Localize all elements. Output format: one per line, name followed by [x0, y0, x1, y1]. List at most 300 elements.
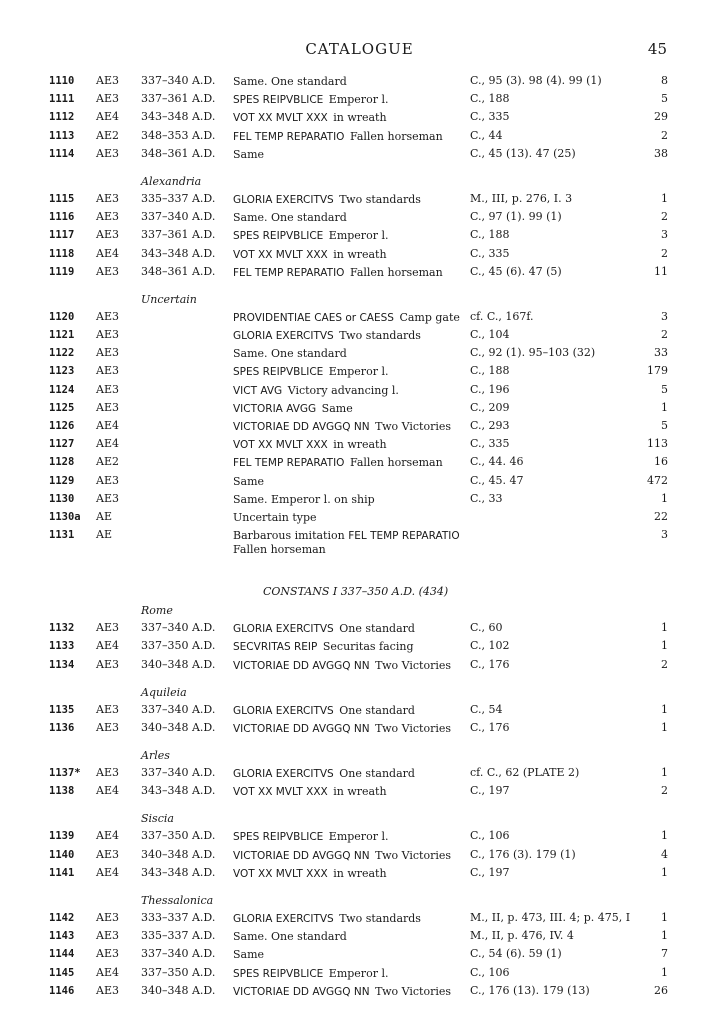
- specimen-count: 1: [661, 965, 668, 979]
- reverse-legend: VOT XX MVLT XXX: [233, 786, 328, 799]
- catalogue-entry: [0, 619, 719, 637]
- entry-number: 1116: [49, 211, 75, 224]
- specimen-count: 1: [661, 766, 668, 780]
- specimen-count: 29: [654, 110, 668, 124]
- reverse-type: [233, 75, 347, 88]
- reverse-description: Emperor l.: [323, 365, 389, 379]
- specimen-count: 2: [661, 784, 668, 798]
- catalogue-entry: [0, 226, 719, 244]
- date-range: 343–348 A.D.: [141, 784, 216, 798]
- denomination: AE: [96, 509, 112, 523]
- denomination: AE3: [96, 146, 119, 160]
- entry-number: 1127: [49, 438, 75, 451]
- catalogue-entry: [0, 145, 719, 163]
- entry-number: 1142: [49, 912, 75, 924]
- reference: C., 196: [470, 382, 510, 396]
- reverse-type: [233, 930, 347, 943]
- reverse-description: Victory advancing l.: [282, 383, 399, 397]
- denomination: AE2: [96, 455, 119, 469]
- reference: C., 97 (1). 99 (1): [470, 210, 562, 224]
- group-spacer: [0, 737, 719, 747]
- denomination: AE3: [96, 210, 119, 224]
- reverse-type: [233, 475, 264, 488]
- reverse-legend: GLORIA EXERCITVS: [233, 704, 334, 717]
- reverse-description: Two Victories: [369, 420, 452, 433]
- catalogue-entry: [0, 782, 719, 800]
- reverse-legend: VICT AVG: [233, 384, 283, 397]
- entry-number: 1124: [49, 383, 75, 396]
- denomination: AE3: [96, 328, 119, 342]
- reverse-prefix: Barbarous imitation: [233, 529, 349, 543]
- denomination: AE2: [96, 128, 119, 142]
- specimen-count: 113: [647, 437, 668, 451]
- entry-number: 1136: [49, 721, 75, 734]
- mint-name: Arles: [141, 749, 170, 763]
- reverse-description: in wreath: [327, 111, 387, 125]
- specimen-count: 2: [661, 328, 668, 342]
- denomination: AE4: [96, 784, 119, 798]
- denomination: AE3: [96, 92, 119, 106]
- denomination: AE4: [96, 437, 119, 451]
- entry-number: 1144: [49, 948, 75, 961]
- catalogue-entry: [0, 508, 719, 526]
- reference: M., II, p. 476, IV. 4: [470, 929, 574, 943]
- entry-number: 1130a: [49, 510, 81, 523]
- reference: C., 176 (13). 179 (13): [470, 983, 590, 997]
- catalogue-entry: [0, 490, 719, 508]
- reference: C., 293: [470, 419, 510, 432]
- date-range: 340–348 A.D.: [141, 983, 216, 997]
- reference: C., 176 (3). 179 (1): [470, 847, 576, 861]
- reverse-description: in wreath: [327, 785, 387, 799]
- specimen-count: 1: [661, 720, 668, 734]
- reverse-type: [233, 529, 460, 556]
- reference: C., 188: [470, 92, 510, 106]
- reverse-type: [233, 722, 451, 736]
- mint-name: Thessalonica: [141, 894, 214, 907]
- denomination: AE4: [96, 965, 119, 979]
- reverse-type: [233, 347, 347, 360]
- catalogue-entry: [0, 526, 719, 557]
- date-range: 337–361 A.D.: [141, 92, 216, 106]
- reverse-legend: SPES REIPVBLICE: [233, 366, 324, 379]
- reference: C., 188: [470, 228, 510, 242]
- catalogue-entry: [0, 719, 719, 737]
- catalogue-entry: [0, 846, 719, 864]
- mint-heading: [0, 173, 719, 190]
- reverse-description: Emperor l.: [323, 966, 389, 980]
- entry-number: 1135: [49, 703, 75, 716]
- reverse-description: One standard: [333, 622, 415, 636]
- specimen-count: 472: [647, 473, 668, 487]
- reverse-type: [233, 365, 388, 379]
- entry-number: 1128: [49, 456, 75, 469]
- reverse-description: Two Victories: [369, 848, 452, 862]
- catalogue-entry: [0, 435, 719, 453]
- specimen-count: 1: [661, 865, 668, 879]
- denomination: AE3: [96, 929, 119, 943]
- reverse-legend: SPES REIPVBLICE: [233, 230, 324, 243]
- reverse-type: [233, 867, 387, 881]
- catalogue-entry: [0, 72, 719, 90]
- reference: C., 33: [470, 491, 503, 505]
- catalogue-entry: [0, 927, 719, 945]
- reference: C., 95 (3). 98 (4). 99 (1): [470, 74, 602, 87]
- entry-number: 1117: [49, 229, 75, 242]
- reverse-legend: FEL TEMP REPARATIO: [233, 457, 345, 470]
- group-spacer: [0, 281, 719, 291]
- reverse-type: [233, 248, 387, 262]
- catalogue-entry: [0, 344, 719, 362]
- emperor-heading: [0, 582, 719, 602]
- catalogue-entry: [0, 764, 719, 782]
- reverse-legend: VOT XX MVLT XXX: [233, 439, 328, 452]
- reverse-type: [233, 985, 451, 999]
- mint-name: Siscia: [141, 812, 174, 826]
- reference: C., 176: [470, 720, 510, 734]
- entry-number: 1130: [49, 492, 75, 505]
- reverse-type: [233, 402, 353, 416]
- specimen-count: 2: [661, 657, 668, 671]
- reference: C., 197: [470, 865, 510, 879]
- catalogue-entry: [0, 453, 719, 471]
- date-range: 335–337 A.D.: [141, 191, 216, 205]
- entry-number: 1111: [49, 93, 75, 106]
- specimen-count: 3: [661, 309, 668, 323]
- denomination: AE3: [96, 621, 119, 635]
- catalogue-entry: [0, 945, 719, 963]
- denomination: AE3: [96, 947, 119, 961]
- reverse-type: [233, 912, 421, 926]
- denomination: AE3: [96, 473, 119, 487]
- entry-number: 1139: [49, 830, 75, 843]
- mint-name: Uncertain: [141, 292, 197, 306]
- entry-number: 1140: [49, 848, 75, 861]
- reference: C., 209: [470, 400, 510, 414]
- specimen-count: 1: [661, 639, 668, 653]
- denomination: AE3: [96, 191, 119, 205]
- entry-number: 1146: [49, 984, 75, 997]
- denomination: AE4: [96, 419, 119, 432]
- entry-number: 1110: [49, 75, 75, 87]
- reverse-description: Securitas facing: [317, 640, 414, 654]
- reverse-legend: VICTORIAE DD AVGGQ NN: [233, 849, 370, 862]
- specimen-count: 8: [661, 74, 668, 87]
- reverse-legend: VICTORIAE DD AVGGQ NN: [233, 421, 370, 433]
- denomination: AE4: [96, 865, 119, 879]
- reverse-legend: GLORIA EXERCITVS: [233, 330, 334, 343]
- reverse-description: Emperor l.: [323, 830, 389, 844]
- mint-heading: [0, 747, 719, 764]
- reference: C., 44: [470, 128, 503, 142]
- date-range: 343–348 A.D.: [141, 246, 216, 260]
- reverse-description: Two standards: [333, 192, 421, 206]
- reverse-description: Two standards: [333, 912, 421, 925]
- date-range: 337–350 A.D.: [141, 639, 216, 653]
- reference: C., 106: [470, 829, 510, 843]
- denomination: AE4: [96, 639, 119, 653]
- date-range: 337–340 A.D.: [141, 947, 216, 961]
- reverse-type: [233, 148, 264, 161]
- reverse-legend: VICTORIAE DD AVGGQ NN: [233, 659, 370, 672]
- section-spacer: [0, 554, 719, 582]
- denomination: AE3: [96, 847, 119, 861]
- mint-heading: [0, 291, 719, 308]
- reverse-type: [233, 311, 460, 325]
- reverse-type: [233, 622, 415, 636]
- reverse-description: Same. One standard: [233, 930, 347, 944]
- reference: C., 45 (6). 47 (5): [470, 264, 562, 278]
- reference: C., 44. 46: [470, 455, 524, 469]
- reverse-type: [233, 193, 421, 207]
- denomination: AE3: [96, 228, 119, 242]
- catalogue-entry: [0, 381, 719, 399]
- denomination: AE3: [96, 911, 119, 924]
- group-spacer: [0, 163, 719, 173]
- entry-number: 1138: [49, 785, 75, 798]
- entry-number: 1113: [49, 129, 75, 142]
- specimen-count: 16: [654, 455, 668, 469]
- denomination: AE3: [96, 309, 119, 323]
- denomination: AE3: [96, 382, 119, 396]
- specimen-count: 5: [661, 382, 668, 396]
- specimen-count: 2: [661, 246, 668, 260]
- entry-number: 1114: [49, 147, 75, 160]
- reverse-description: Same: [233, 948, 265, 962]
- denomination: AE3: [96, 74, 119, 87]
- specimen-count: 2: [661, 210, 668, 224]
- entry-number: 1131: [49, 529, 75, 542]
- reverse-description: Same: [233, 474, 265, 488]
- specimen-count: 1: [661, 191, 668, 205]
- catalogue-entry: [0, 982, 719, 1000]
- entry-number: 1143: [49, 930, 75, 943]
- reverse-type: [233, 211, 347, 224]
- reverse-legend: VICTORIA AVGG: [233, 402, 317, 415]
- reverse-description: Camp gate: [393, 310, 460, 324]
- reverse-description: Fallen horseman: [233, 543, 326, 557]
- reverse-description: Fallen horseman: [344, 129, 443, 143]
- reference: C., 197: [470, 784, 510, 798]
- group-spacer: [0, 674, 719, 684]
- reference: C., 335: [470, 110, 510, 124]
- denomination: AE3: [96, 720, 119, 734]
- page-title: CATALOGUE: [305, 40, 414, 58]
- catalogue-entry: [0, 701, 719, 719]
- reference: C., 60: [470, 621, 503, 635]
- reverse-legend: GLORIA EXERCITVS: [233, 913, 334, 925]
- reverse-legend: VICTORIAE DD AVGGQ NN: [233, 985, 370, 998]
- reverse-description: Emperor l.: [323, 229, 389, 243]
- reverse-type: [233, 130, 443, 144]
- date-range: 337–361 A.D.: [141, 228, 216, 242]
- reverse-type: [233, 456, 443, 470]
- denomination: AE3: [96, 983, 119, 997]
- reverse-legend: VOT XX MVLT XXX: [233, 248, 328, 261]
- catalogue-entry: [0, 326, 719, 344]
- specimen-count: 2: [661, 128, 668, 142]
- specimen-count: 38: [654, 146, 668, 160]
- catalogue-entry: [0, 656, 719, 674]
- mint-heading: [0, 892, 719, 909]
- date-range: 337–340 A.D.: [141, 74, 216, 87]
- reference: C., 54: [470, 702, 503, 716]
- reverse-type: [233, 640, 413, 654]
- reverse-type: [233, 767, 415, 781]
- reverse-description: in wreath: [327, 438, 387, 452]
- reverse-description: Same: [233, 147, 265, 161]
- date-range: 333–337 A.D.: [141, 911, 216, 924]
- reverse-type: [233, 967, 388, 981]
- date-range: 348–353 A.D.: [141, 128, 216, 142]
- mint-name: Rome: [141, 604, 173, 618]
- denomination: AE4: [96, 246, 119, 260]
- date-range: 337–340 A.D.: [141, 766, 216, 780]
- reverse-legend: GLORIA EXERCITVS: [233, 768, 334, 781]
- catalogue-entry: [0, 964, 719, 982]
- specimen-count: 1: [661, 491, 668, 505]
- catalogue-entry: [0, 208, 719, 226]
- group-spacer: [0, 800, 719, 810]
- reverse-type: [233, 93, 388, 107]
- reference: M., II, p. 473, III. 4; p. 475, I: [470, 911, 631, 924]
- reverse-description: Fallen horseman: [344, 456, 443, 470]
- reverse-legend: FEL TEMP REPARATIO: [233, 266, 345, 279]
- specimen-count: 179: [647, 364, 668, 378]
- catalogue-entry: [0, 245, 719, 263]
- reverse-description: Same. Emperor l. on ship: [233, 492, 375, 506]
- specimen-count: 7: [661, 947, 668, 961]
- mint-name: Aquileia: [141, 685, 187, 699]
- running-head: [0, 40, 719, 62]
- catalogue-entry: [0, 190, 719, 208]
- page-number: 45: [647, 40, 667, 58]
- date-range: 335–337 A.D.: [141, 929, 216, 943]
- denomination: AE3: [96, 264, 119, 278]
- entry-number: 1126: [49, 420, 75, 432]
- denomination: AE3: [96, 491, 119, 505]
- catalogue-entry: [0, 417, 719, 435]
- reverse-legend: PROVIDENTIAE CAES or CAESS: [233, 311, 394, 324]
- reverse-type: [233, 704, 415, 718]
- reference: C., 176: [470, 657, 510, 671]
- date-range: 340–348 A.D.: [141, 720, 216, 734]
- group-spacer: [0, 882, 719, 892]
- catalogue-entry: [0, 108, 719, 126]
- specimen-count: 3: [661, 528, 668, 542]
- reverse-legend: SPES REIPVBLICE: [233, 967, 324, 980]
- date-range: 337–340 A.D.: [141, 210, 216, 224]
- reverse-legend: GLORIA EXERCITVS: [233, 193, 334, 206]
- entry-number: 1132: [49, 622, 75, 635]
- reverse-type: [233, 329, 421, 343]
- reverse-type: [233, 948, 264, 961]
- reverse-type: [233, 438, 387, 452]
- reverse-legend: GLORIA EXERCITVS: [233, 623, 334, 636]
- mint-name: Alexandria: [141, 174, 202, 188]
- date-range: 348–361 A.D.: [141, 264, 216, 278]
- date-range: 337–350 A.D.: [141, 829, 216, 843]
- entry-number: 1133: [49, 640, 75, 653]
- reverse-description: Uncertain type: [233, 510, 317, 524]
- reference: C., 335: [470, 246, 510, 260]
- entry-number: 1129: [49, 474, 75, 487]
- specimen-count: 22: [654, 509, 668, 523]
- catalogue-entry: [0, 399, 719, 417]
- specimen-count: 1: [661, 929, 668, 943]
- specimen-count: 1: [661, 829, 668, 843]
- denomination: AE3: [96, 702, 119, 716]
- reverse-legend: VICTORIAE DD AVGGQ NN: [233, 722, 370, 735]
- reference: C., 92 (1). 95–103 (32): [470, 346, 596, 360]
- denomination: AE3: [96, 766, 119, 780]
- entry-number: 1122: [49, 347, 75, 360]
- specimen-count: 5: [661, 92, 668, 106]
- specimen-count: 5: [661, 419, 668, 432]
- reverse-description: One standard: [333, 703, 415, 717]
- date-range: 343–348 A.D.: [141, 110, 216, 124]
- reverse-description: Two Victories: [369, 658, 452, 672]
- reverse-type: [233, 384, 399, 398]
- catalogue-entry: [0, 362, 719, 380]
- catalogue-entry: [0, 472, 719, 490]
- reverse-description: Same: [316, 401, 353, 415]
- entry-number: 1121: [49, 329, 75, 342]
- date-range: 337–350 A.D.: [141, 965, 216, 979]
- denomination: AE3: [96, 364, 119, 378]
- mint-heading: [0, 684, 719, 701]
- reverse-description: Same. One standard: [233, 347, 347, 361]
- reverse-description: Same. One standard: [233, 211, 347, 225]
- catalogue-entry: [0, 827, 719, 845]
- entry-number: 1145: [49, 966, 75, 979]
- reverse-type: [233, 493, 375, 506]
- reverse-legend: VOT XX MVLT XXX: [233, 867, 328, 880]
- reverse-legend: VOT XX MVLT XXX: [233, 112, 328, 125]
- reverse-type: [233, 229, 388, 243]
- reference: C., 188: [470, 364, 510, 378]
- specimen-count: 26: [654, 983, 668, 997]
- catalogue-entry: [0, 864, 719, 882]
- specimen-count: 3: [661, 228, 668, 242]
- catalogue-entry: [0, 90, 719, 108]
- denomination: AE4: [96, 110, 119, 124]
- reverse-type: [233, 830, 388, 844]
- mint-heading: [0, 810, 719, 827]
- reverse-description: Fallen horseman: [344, 265, 443, 279]
- entry-number: 1115: [49, 192, 75, 205]
- entry-number: 1141: [49, 866, 75, 879]
- reference: cf. C., 62 (PLATE 2): [470, 766, 580, 780]
- entry-number: 1118: [49, 247, 75, 260]
- entry-number: 1120: [49, 310, 75, 323]
- entry-number: 1137*: [49, 767, 81, 780]
- catalogue-body: [0, 72, 719, 1000]
- date-range: 340–348 A.D.: [141, 847, 216, 861]
- catalogue-entry: [0, 909, 719, 927]
- reverse-description: One standard: [333, 767, 415, 781]
- denomination: AE3: [96, 346, 119, 360]
- reverse-legend: SPES REIPVBLICE: [233, 94, 324, 107]
- date-range: 343–348 A.D.: [141, 865, 216, 879]
- reverse-type: [233, 420, 451, 434]
- reverse-description: in wreath: [327, 247, 387, 261]
- specimen-count: 1: [661, 400, 668, 414]
- date-range: 337–340 A.D.: [141, 621, 216, 635]
- reverse-description: Two Victories: [369, 721, 452, 735]
- reverse-type: [233, 785, 387, 799]
- catalogue-entry: [0, 127, 719, 145]
